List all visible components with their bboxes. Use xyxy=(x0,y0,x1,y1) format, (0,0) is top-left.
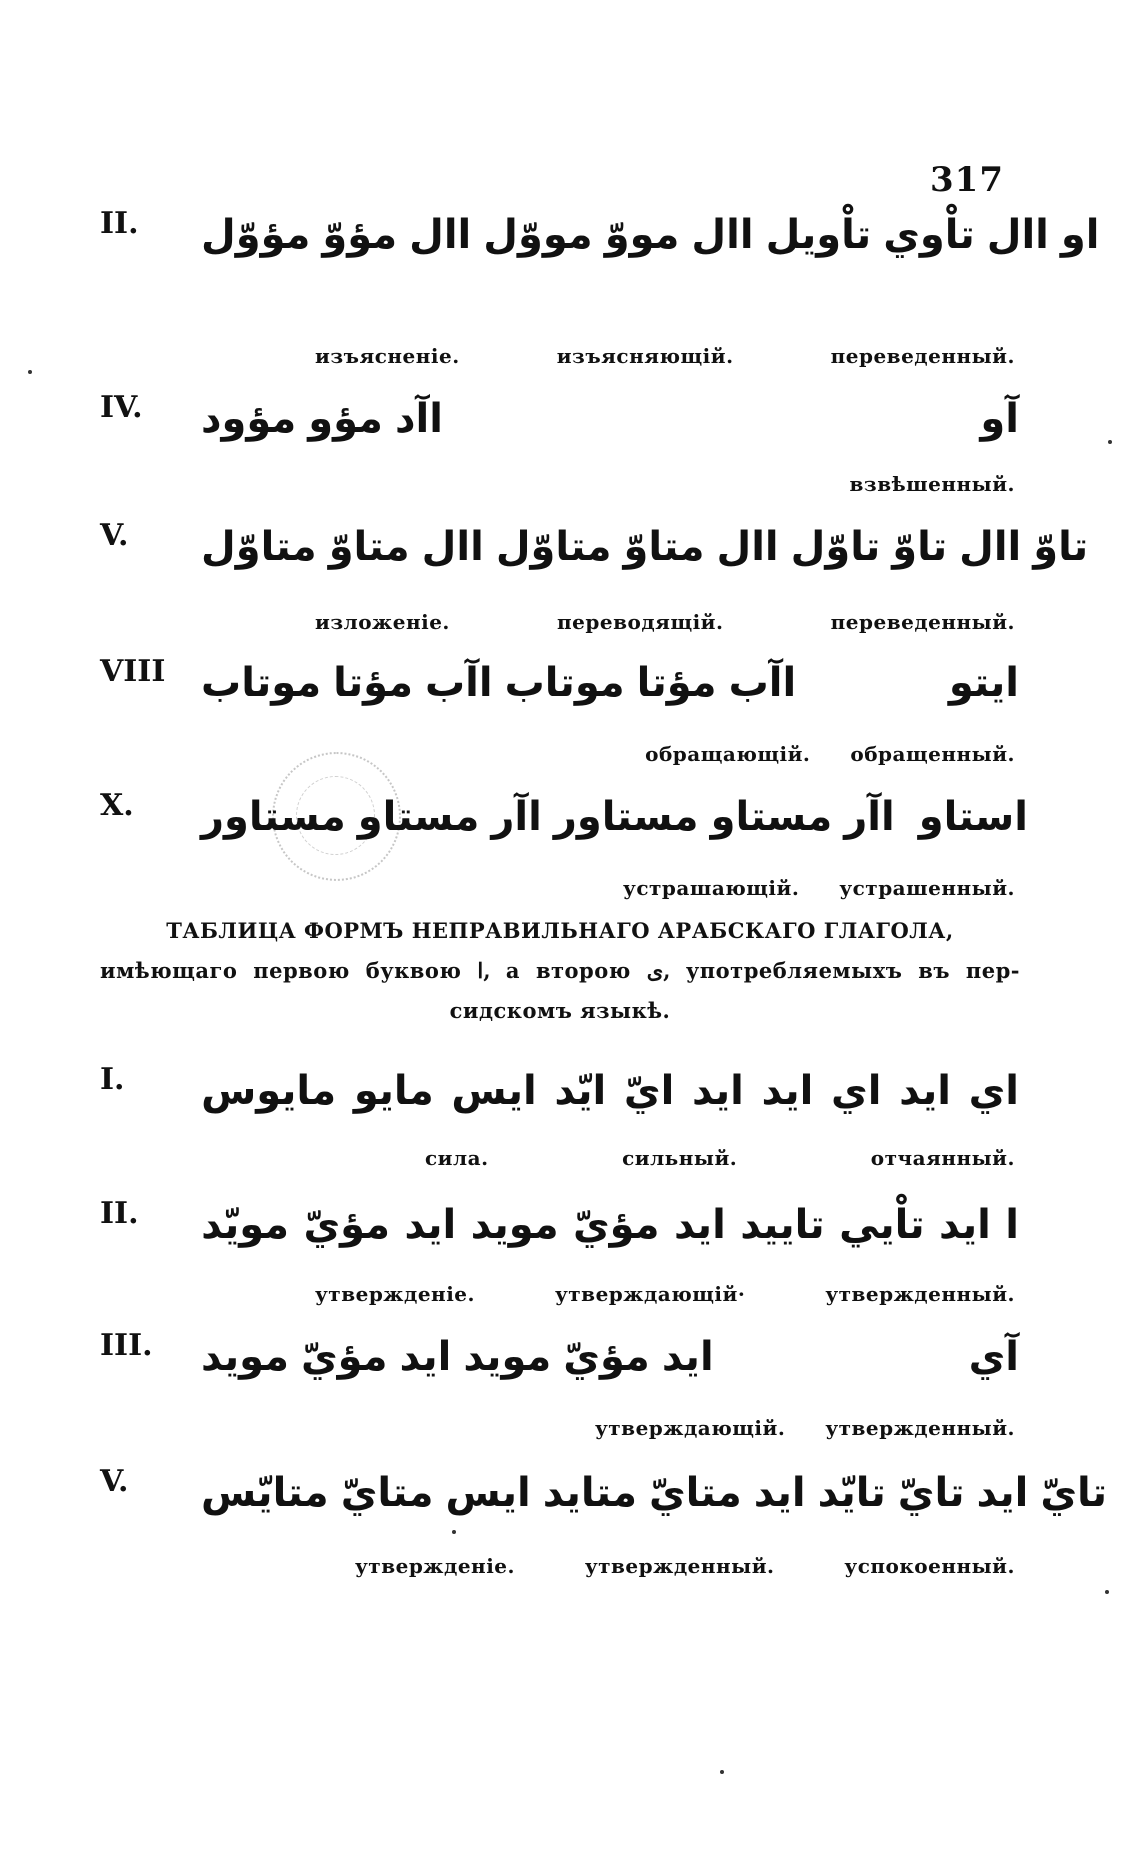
form-numeral: III. xyxy=(100,1328,153,1363)
arabic-forms xyxy=(195,1190,1025,1260)
arabic-form: آي xyxy=(968,1334,1019,1380)
gloss-row xyxy=(315,338,1015,374)
form-row-i xyxy=(100,1056,1020,1126)
arabic-forms xyxy=(195,384,1025,454)
arabic-form: آو xyxy=(980,396,1019,442)
gloss-row xyxy=(315,736,1015,772)
arabic-form: ايّ xyxy=(623,1068,675,1114)
arabic-form: تايّد xyxy=(817,1470,886,1516)
arabic-form: متاوّ xyxy=(623,524,705,570)
arabic-form: اال xyxy=(716,524,779,570)
arabic-form: تايّ xyxy=(1040,1470,1108,1516)
arabic-form: اآد xyxy=(394,396,443,442)
gloss-row xyxy=(315,466,1015,502)
arabic-form: تاوّ xyxy=(892,524,948,570)
arabic-form: اال xyxy=(959,524,1022,570)
arabic-form: تاْويل xyxy=(765,212,872,258)
gloss: утвержденіе. xyxy=(315,1282,475,1306)
arabic-form: ايس xyxy=(445,1470,531,1516)
gloss: утверждающій· xyxy=(554,1282,746,1306)
form-row-iii xyxy=(100,1322,1020,1392)
arabic-form: مستاو xyxy=(710,794,833,840)
arabic-form: ايد xyxy=(661,1334,714,1380)
form-row-v-b xyxy=(100,1458,1108,1528)
arabic-form: ايس xyxy=(451,1068,537,1114)
form-numeral: II. xyxy=(100,1196,139,1231)
gloss-row xyxy=(315,604,1015,640)
arabic-form: مويد xyxy=(463,1334,552,1380)
arabic-form: اي xyxy=(968,1068,1019,1114)
gloss-row xyxy=(315,1548,1015,1584)
arabic-forms xyxy=(195,1056,1025,1126)
arabic-form: مووّ xyxy=(604,212,680,258)
arabic-form: متايد xyxy=(542,1470,637,1516)
gloss: устрашающій. xyxy=(623,876,800,900)
arabic-form: مؤوّل xyxy=(201,212,311,258)
arabic-form: ايد xyxy=(976,1470,1029,1516)
arabic-form: مايو xyxy=(353,1068,434,1114)
gloss: утвержденный. xyxy=(825,1416,1015,1440)
arabic-form: متايّ xyxy=(649,1470,742,1516)
arabic-form: مستاور xyxy=(553,794,699,840)
arabic-form: ايد xyxy=(691,1068,744,1114)
form-row-iv xyxy=(100,384,1020,454)
arabic-forms xyxy=(195,1458,1108,1528)
arabic-form: ايد xyxy=(404,1202,457,1248)
arabic-form: تايّ xyxy=(897,1470,965,1516)
table-heading-line2: имѣющаго первою буквою ا, а второю ى, употребляемыхъ въ пер- xyxy=(100,958,1021,983)
gloss-row xyxy=(315,870,1015,906)
arabic-form: تاوّ xyxy=(1033,524,1089,570)
form-numeral: VIII xyxy=(100,654,166,689)
arabic-forms xyxy=(195,648,1025,718)
arabic-form: استاو xyxy=(918,794,1028,840)
table-heading-line3: сидскомъ языкѣ. xyxy=(449,998,671,1023)
arabic-form: مؤيّ xyxy=(573,1202,660,1248)
arabic-form: اال xyxy=(409,212,472,258)
arabic-form: ايّد xyxy=(554,1068,607,1114)
scan-speck xyxy=(720,1770,724,1774)
scan-speck xyxy=(1105,1590,1109,1594)
arabic-form: متايّ xyxy=(340,1470,434,1516)
arabic-forms xyxy=(195,200,1100,270)
form-numeral: IV. xyxy=(100,390,143,425)
arabic-forms xyxy=(195,512,1089,582)
arabic-form: مووّل xyxy=(483,212,593,258)
arabic-form: مؤتا xyxy=(333,660,413,706)
gloss: обращенный. xyxy=(850,742,1015,766)
form-row-viii xyxy=(100,648,1020,718)
gloss: взвѣшенный. xyxy=(849,472,1015,496)
gloss: переведенный. xyxy=(830,344,1015,368)
form-row-ii-b xyxy=(100,1190,1020,1260)
form-numeral: X. xyxy=(100,788,134,823)
arabic-form: موتاب xyxy=(201,660,322,706)
arabic-form: ايد xyxy=(939,1202,991,1248)
arabic-form: تاْوي xyxy=(883,212,975,258)
arabic-form: اي xyxy=(831,1068,882,1114)
form-numeral: V. xyxy=(100,1464,129,1499)
form-row-ii xyxy=(100,200,1100,270)
gloss: утверждающій. xyxy=(594,1416,786,1440)
gloss: успокоенный. xyxy=(844,1554,1015,1578)
gloss: изложеніе. xyxy=(315,610,450,634)
arabic-form: اآب xyxy=(424,660,493,706)
arabic-form: مستاو xyxy=(357,794,480,840)
arabic-form: مؤتا xyxy=(636,660,717,706)
arabic-form: مايوس xyxy=(201,1068,337,1114)
arabic-form: ايد xyxy=(753,1470,806,1516)
gloss: переводящій. xyxy=(557,610,724,634)
arabic-form: مؤيّ xyxy=(303,1202,390,1248)
arabic-form: اآب xyxy=(728,660,797,706)
arabic-form: تاْيي xyxy=(839,1202,925,1248)
gloss: устрашенный. xyxy=(839,876,1015,900)
form-numeral: II. xyxy=(100,206,139,241)
arabic-form: ا xyxy=(1005,1202,1019,1248)
gloss: изъясненіе. xyxy=(315,344,460,368)
arabic-form: متاوّل xyxy=(495,524,612,570)
form-row-v xyxy=(100,512,1089,582)
gloss: утвержденный. xyxy=(584,1554,775,1578)
gloss: сильный. xyxy=(622,1146,738,1170)
arabic-form: تاوّل xyxy=(790,524,881,570)
arabic-form: تاييد xyxy=(740,1202,825,1248)
arabic-form: مويّد xyxy=(201,1202,290,1248)
arabic-form: مؤو xyxy=(308,396,383,442)
scan-speck xyxy=(28,370,32,374)
arabic-form: اآر xyxy=(491,794,542,840)
arabic-form: مويد xyxy=(470,1202,559,1248)
arabic-form: ايد xyxy=(761,1068,814,1114)
arabic-form: متايّس xyxy=(201,1470,329,1516)
gloss: переведенный. xyxy=(830,610,1015,634)
arabic-form: اال xyxy=(421,524,484,570)
arabic-form: مستاور xyxy=(201,794,346,840)
gloss-row xyxy=(315,1410,1015,1446)
gloss-row xyxy=(315,1276,1015,1312)
form-row-x xyxy=(100,782,1028,852)
gloss: обращающій. xyxy=(645,742,811,766)
form-numeral: I. xyxy=(100,1062,125,1097)
gloss: отчаянный. xyxy=(870,1146,1015,1170)
gloss: сила. xyxy=(425,1146,489,1170)
gloss-row xyxy=(315,1140,1015,1176)
arabic-form: ايد xyxy=(899,1068,951,1114)
form-numeral: V. xyxy=(100,518,129,553)
gloss: изъясняющій. xyxy=(556,344,734,368)
page-number: 317 xyxy=(930,160,1004,200)
gloss: утвержденіе. xyxy=(355,1554,515,1578)
arabic-form: مؤيّ xyxy=(300,1334,388,1380)
arabic-form: اال xyxy=(691,212,754,258)
arabic-form: ايتو xyxy=(948,660,1019,706)
arabic-form: ايد xyxy=(673,1202,726,1248)
arabic-form: متاوّل xyxy=(201,524,317,570)
arabic-form: مؤود xyxy=(201,396,297,442)
arabic-forms xyxy=(195,1322,1025,1392)
arabic-forms xyxy=(195,782,1028,852)
arabic-form: مؤيّ xyxy=(563,1334,650,1380)
arabic-form: متاوّ xyxy=(328,524,410,570)
gloss: утвержденный. xyxy=(825,1282,1015,1306)
scan-speck xyxy=(452,1530,456,1534)
arabic-form: اال xyxy=(986,212,1049,258)
arabic-form: مؤوّ xyxy=(322,212,398,258)
arabic-form: ايد xyxy=(399,1334,452,1380)
arabic-form: مويد xyxy=(201,1334,289,1380)
table-heading: ТАБЛИЦА ФОРМЪ НЕПРАВИЛЬНАГО АРАБСКАГО ГЛАГОЛА, xyxy=(166,918,954,943)
scan-speck xyxy=(1108,440,1112,444)
arabic-form: موتاب xyxy=(504,660,625,706)
arabic-form: او xyxy=(1060,212,1100,258)
arabic-form: اآر xyxy=(844,794,895,840)
